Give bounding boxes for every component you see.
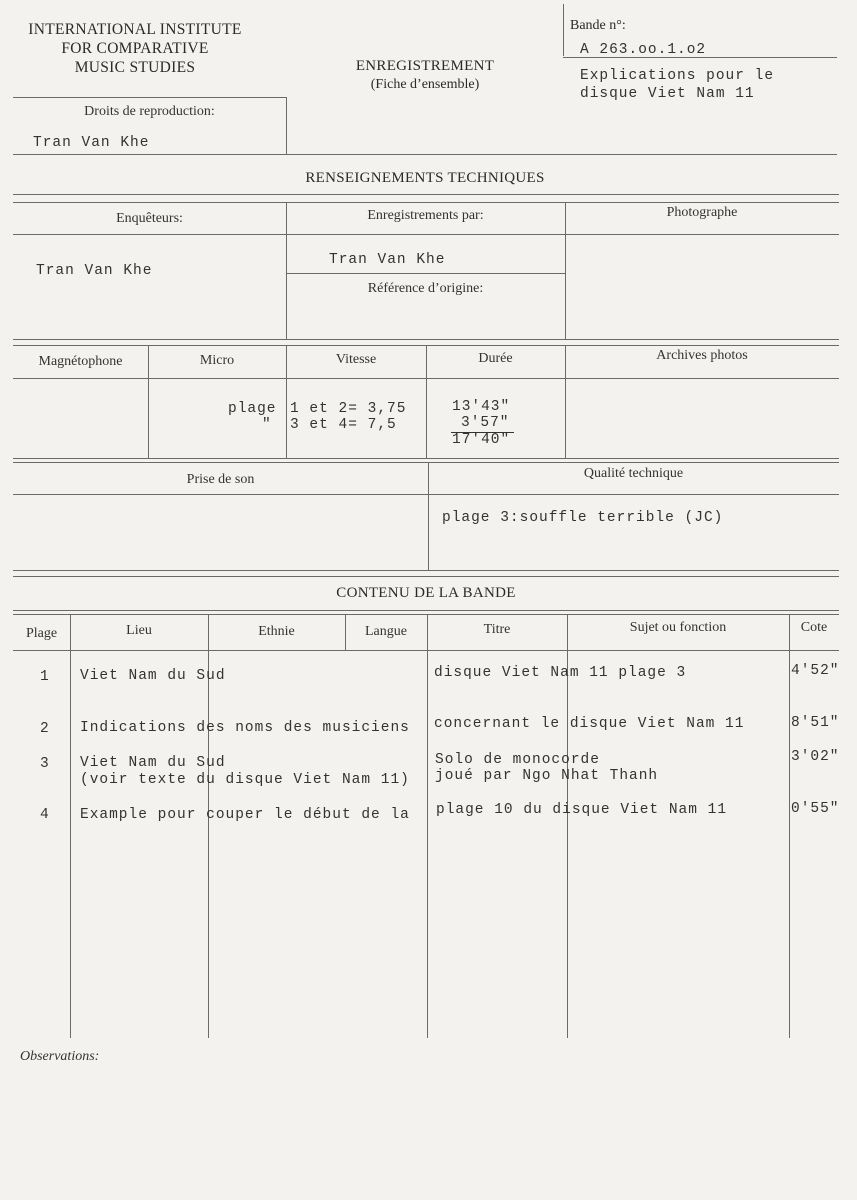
bande-value: A 263.oo.1.o2 [580, 42, 707, 58]
table-row-cote: 3'02" [791, 749, 840, 765]
form-title: ENREGISTREMENT [355, 58, 495, 74]
micro-label: Micro [199, 353, 235, 368]
vitesse-label: Vitesse [335, 352, 377, 367]
col-header-cote: Cote [800, 620, 828, 635]
reference-label: Référence d’origine: [367, 281, 484, 296]
table-row-titre: plage 10 du disque Viet Nam 11 [436, 802, 728, 818]
table-row-titre: disque Viet Nam 11 plage 3 [434, 665, 687, 681]
micro-value-2: " [262, 417, 272, 433]
table-row-lieu: Example pour couper le début de la [80, 807, 410, 823]
vitesse-value-2: 3 et 4= 7,5 [290, 417, 397, 433]
institute-name [0, 20, 270, 77]
table-row-plage: 4 [40, 807, 50, 823]
duree-label: Durée [478, 351, 513, 366]
explications-line-1: Explications pour le [580, 68, 775, 84]
enregistrements-value: Tran Van Khe [329, 252, 446, 268]
table-row-plage: 2 [40, 721, 50, 737]
table-row-titre-line-2: joué par Ngo Nhat Thanh [435, 768, 659, 784]
col-header-lieu: Lieu [126, 623, 152, 638]
table-row-titre: concernant le disque Viet Nam 11 [434, 716, 745, 732]
photographe-label: Photographe [666, 205, 738, 220]
col-header-langue: Langue [365, 624, 407, 639]
prise-de-son-label: Prise de son [186, 472, 255, 487]
form-subtitle: (Fiche d’ensemble) [370, 77, 480, 92]
explications-line-2: disque Viet Nam 11 [580, 86, 755, 102]
duree-total: 17'40" [452, 432, 511, 448]
table-row-titre: Solo de monocorde [435, 752, 600, 768]
qualite-technique-label: Qualité technique [583, 466, 684, 481]
enqueteurs-value: Tran Van Khe [36, 263, 153, 279]
table-row-lieu-line-2: (voir texte du disque Viet Nam 11) [80, 772, 410, 788]
col-header-titre: Titre [483, 622, 511, 637]
col-header-plage: Plage [25, 626, 58, 641]
table-row-lieu: Viet Nam du Sud [80, 755, 226, 771]
institute-line-2: FOR COMPARATIVE [61, 40, 209, 57]
duree-value-2: 3'57" [461, 415, 510, 431]
contenu-section-title: CONTENU DE LA BANDE [336, 585, 516, 601]
tech-section-title: RENSEIGNEMENTS TECHNIQUES [305, 170, 545, 186]
table-row-cote: 4'52" [791, 663, 840, 679]
enregistrements-label: Enregistrements par: [367, 208, 484, 223]
micro-value-1: plage [228, 401, 277, 417]
droits-value: Tran Van Khe [33, 135, 150, 151]
table-row-plage: 1 [40, 669, 50, 685]
qualite-value: plage 3:souffle terrible (JC) [442, 510, 724, 526]
observations-label: Observations: [20, 1049, 100, 1064]
table-row-lieu: Indications des noms des musiciens [80, 720, 410, 736]
table-row-cote: 0'55" [791, 801, 840, 817]
table-row-cote: 8'51" [791, 715, 840, 731]
enqueteurs-label: Enquêteurs: [116, 211, 183, 226]
col-header-ethnie: Ethnie [258, 624, 295, 639]
institute-line-1: INTERNATIONAL INSTITUTE [28, 21, 242, 38]
magnetophone-label: Magnétophone [38, 354, 123, 369]
table-row-lieu: Viet Nam du Sud [80, 668, 226, 684]
vitesse-value-1: 1 et 2= 3,75 [290, 401, 407, 417]
institute-line-3: MUSIC STUDIES [74, 59, 196, 76]
table-row-plage: 3 [40, 756, 50, 772]
col-header-sujet: Sujet ou fonction [629, 620, 727, 635]
droits-label: Droits de reproduction: [84, 104, 215, 119]
bande-label: Bande n°: [570, 18, 626, 33]
duree-value-1: 13'43" [452, 399, 511, 415]
archives-photos-label: Archives photos [656, 348, 748, 363]
